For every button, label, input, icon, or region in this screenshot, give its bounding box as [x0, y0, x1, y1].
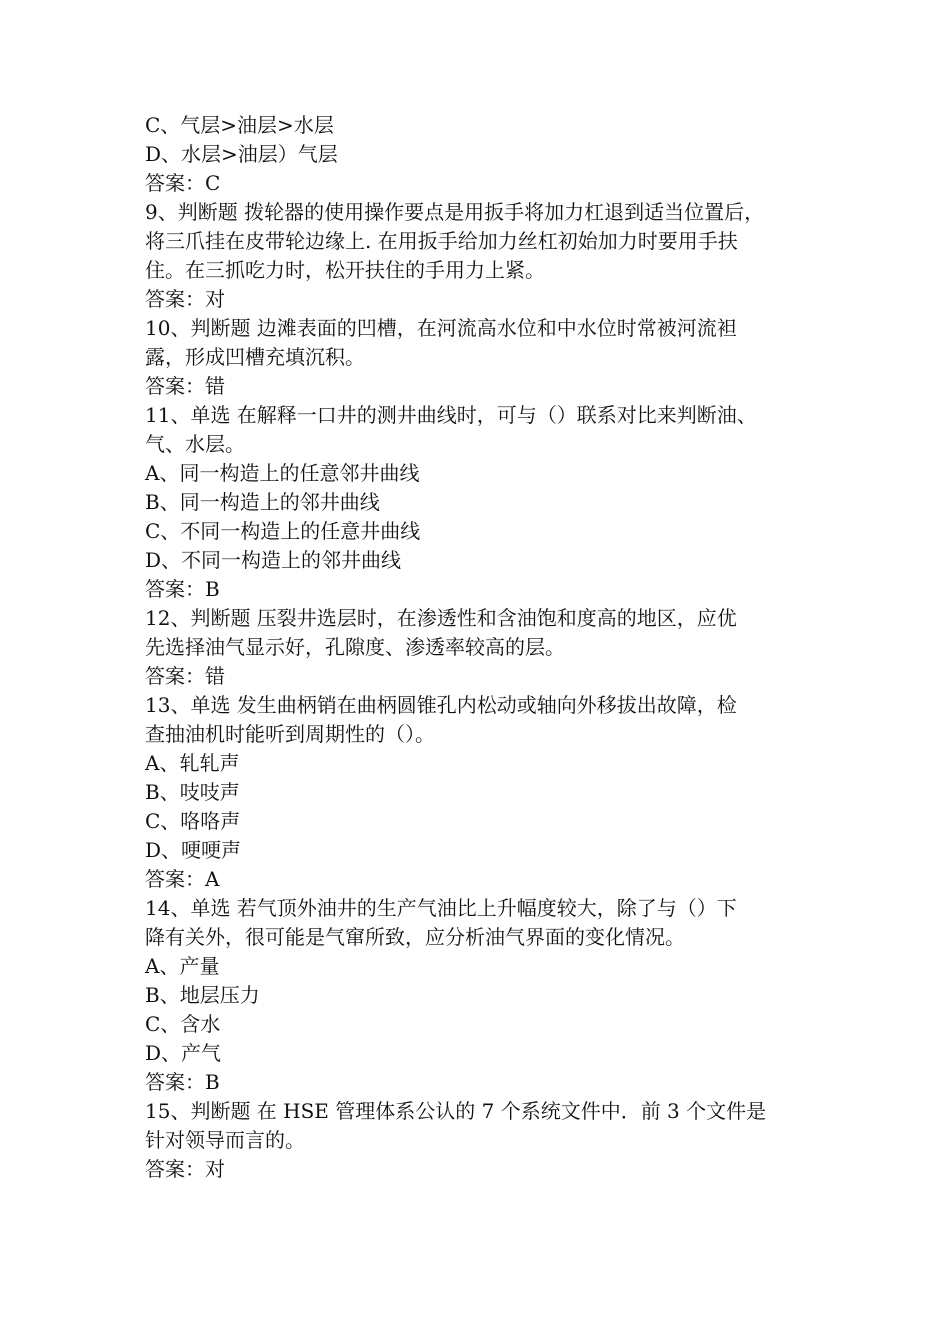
- question-13: 13、单选 发生曲柄销在曲柄圆锥孔内松动或轴向外移拔出故障，检: [145, 693, 737, 717]
- option-d: D、哽哽声: [145, 838, 242, 862]
- question-10-cont: 露，形成凹槽充填沉积。: [145, 345, 365, 369]
- question-9: 9、判断题 拨轮器的使用操作要点是用扳手将加力杠退到适当位置后，: [145, 200, 765, 224]
- question-12: 12、判断题 压裂井选层时，在渗透性和含油饱和度高的地区，应优: [145, 606, 737, 630]
- question-11-cont: 气、水层。: [145, 432, 245, 456]
- answer: 答案：对: [145, 287, 225, 311]
- answer: 答案：B: [145, 1070, 220, 1094]
- option-c: C、气层>油层>水层: [145, 113, 334, 137]
- question-14-cont: 降有关外，很可能是气窜所致，应分析油气界面的变化情况。: [145, 925, 685, 949]
- document-body: [145, 111, 815, 1184]
- option-c: C、不同一构造上的任意井曲线: [145, 519, 421, 543]
- question-10: 10、判断题 边滩表面的凹槽，在河流高水位和中水位时常被河流袒: [145, 316, 737, 340]
- option-b: B、吱吱声: [145, 780, 240, 804]
- option-b: B、地层压力: [145, 983, 260, 1007]
- question-13-cont: 查抽油机时能听到周期性的（）。: [145, 722, 435, 746]
- answer: 答案：错: [145, 664, 225, 688]
- option-d: D、水层>油层）气层: [145, 142, 338, 166]
- answer: 答案：A: [145, 867, 220, 891]
- question-15: 15、判断题 在 HSE 管理体系公认的 7 个系统文件中．前 3 个文件是: [145, 1099, 767, 1123]
- answer: 答案：对: [145, 1157, 225, 1181]
- question-11: 11、单选 在解释一口井的测井曲线时，可与（）联系对比来判断油、: [145, 403, 757, 427]
- question-9-cont: 住。在三抓吃力时，松开扶住的手用力上紧。: [145, 258, 545, 282]
- option-d: D、产气: [145, 1041, 222, 1065]
- option-b: B、同一构造上的邻井曲线: [145, 490, 380, 514]
- question-12-cont: 先选择油气显示好，孔隙度、渗透率较高的层。: [145, 635, 565, 659]
- question-14: 14、单选 若气顶外油井的生产气油比上升幅度较大，除了与（）下: [145, 896, 737, 920]
- option-a: A、轧轧声: [145, 751, 240, 775]
- option-c: C、咯咯声: [145, 809, 241, 833]
- option-a: A、产量: [145, 954, 220, 978]
- option-a: A、同一构造上的任意邻井曲线: [145, 461, 420, 485]
- answer: 答案：B: [145, 577, 220, 601]
- option-d: D、不同一构造上的邻井曲线: [145, 548, 402, 572]
- option-c: C、含水: [145, 1012, 221, 1036]
- question-15-cont: 针对领导而言的。: [145, 1128, 305, 1152]
- answer: 答案：错: [145, 374, 225, 398]
- answer: 答案：C: [145, 171, 221, 195]
- question-9-cont: 将三爪挂在皮带轮边缘上. 在用扳手给加力丝杠初始加力时要用手扶: [145, 229, 738, 253]
